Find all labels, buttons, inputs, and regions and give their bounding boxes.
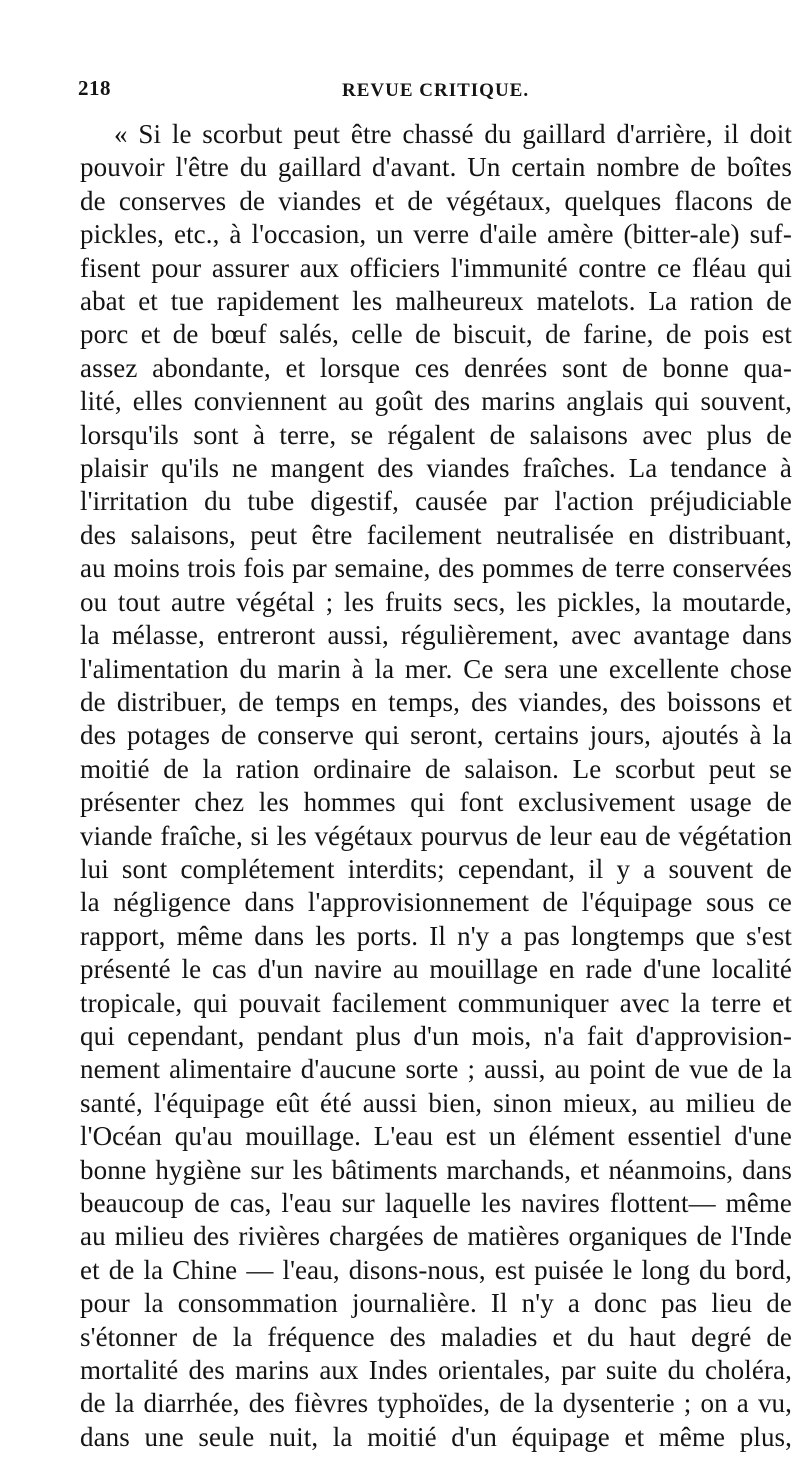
body-paragraph	[80, 118, 792, 1454]
journal-title: REVUE CRITIQUE.	[342, 80, 530, 101]
text-line: qui cependant, pendant plus d'un mois, n'a fait d'approvision-	[80, 1020, 792, 1051]
text-line: au moins trois fois par semaine, des pommes de terre conservées	[80, 553, 792, 584]
text-line: ou tout autre végétal ; les fruits secs, les pickles, la moutarde,	[80, 586, 792, 617]
text-line: nement alimentaire d'aucune sorte ; aussi, au point de vue de la	[80, 1054, 792, 1085]
page-number: 218	[78, 76, 111, 100]
text-line: des potages de conserve qui seront, certains jours, ajoutés à la	[80, 720, 792, 751]
text-line: « Si le scorbut peut être chassé du gaillard d'arrière, il doit	[114, 119, 792, 149]
text-line: santé, l'équipage eût été aussi bien, sinon mieux, au milieu de	[80, 1087, 792, 1118]
text-line: beaucoup de cas, l'eau sur laquelle les navires flottent— même	[80, 1188, 792, 1218]
text-line: lui sont complétement interdits; cependant, il y a souvent de	[80, 853, 792, 884]
text-line: pour la consommation journalière. Il n'y a donc pas lieu de	[80, 1288, 792, 1319]
text-line: viande fraîche, si les végétaux pourvus de leur eau de végétation	[80, 820, 792, 851]
text-line: bonne hygiène sur les bâtiments marchands, et néanmoins, dans	[80, 1154, 792, 1185]
text-line: présenté le cas d'un navire au mouillage en rade d'une localité	[80, 954, 792, 985]
text-line: la mélasse, entreront aussi, régulièrement, avec avantage dans	[80, 620, 792, 651]
text-line: tropicale, qui pouvait facilement communiquer avec la terre et	[80, 987, 792, 1018]
text-line: fisent pour assurer aux officiers l'immunité contre ce fléau qui	[80, 252, 792, 283]
text-line: de distribuer, de temps en temps, des viandes, des boissons et	[80, 686, 792, 717]
text-line: lorsqu'ils sont à terre, se régalent de salaisons avec plus de	[80, 419, 792, 450]
text-line: la négligence dans l'approvisionnement de l'équipage sous ce	[80, 887, 792, 918]
text-line: l'irritation du tube digestif, causée par l'action préjudiciable	[80, 486, 792, 517]
text-line: porc et de bœuf salés, celle de biscuit, de farine, de pois est	[80, 319, 792, 350]
text-line: l'Océan qu'au mouillage. L'eau est un élément essentiel d'une	[80, 1121, 792, 1152]
text-line: de conserves de viandes et de végétaux, quelques flacons de	[80, 185, 792, 216]
text-line: dans une seule nuit, la moitié d'un équipage et même plus,	[80, 1421, 792, 1452]
text-line: de la diarrhée, des fièvres typhoïdes, de la dysenterie ; on a vu,	[80, 1388, 792, 1419]
running-head	[78, 76, 800, 108]
text-line: abat et tue rapidement les malheureux matelots. La ration de	[80, 286, 792, 317]
text-line: lité, elles conviennent au goût des marins anglais qui souvent,	[80, 386, 792, 417]
text-line: rapport, même dans les ports. Il n'y a pas longtemps que s'est	[80, 920, 792, 951]
text-line: plaisir qu'ils ne mangent des viandes fraîches. La tendance à	[80, 453, 792, 484]
text-line: moitié de la ration ordinaire de salaison. Le scorbut peut se	[80, 753, 792, 784]
text-line: des salaisons, peut être facilement neutralisée en distribuant,	[80, 519, 792, 550]
text-line: présenter chez les hommes qui font exclusivement usage de	[80, 787, 792, 818]
text-line: s'étonner de la fréquence des maladies et du haut degré de	[80, 1321, 792, 1352]
text-line: pouvoir l'être du gaillard d'avant. Un certain nombre de boîtes	[80, 152, 792, 183]
text-line: l'alimentation du marin à la mer. Ce sera une excellente chose	[80, 653, 792, 684]
text-line: pickles, etc., à l'occasion, un verre d'aile amère (bitter-ale) suf-	[80, 219, 792, 250]
text-line: et de la Chine — l'eau, disons-nous, est puisée le long du bord,	[80, 1254, 792, 1285]
text-line: au milieu des rivières chargées de matières organiques de l'Inde	[80, 1221, 792, 1252]
text-line: assez abondante, et lorsque ces denrées sont de bonne qua-	[80, 352, 792, 383]
text-line: mortalité des marins aux Indes orientales, par suite du choléra,	[80, 1355, 792, 1386]
